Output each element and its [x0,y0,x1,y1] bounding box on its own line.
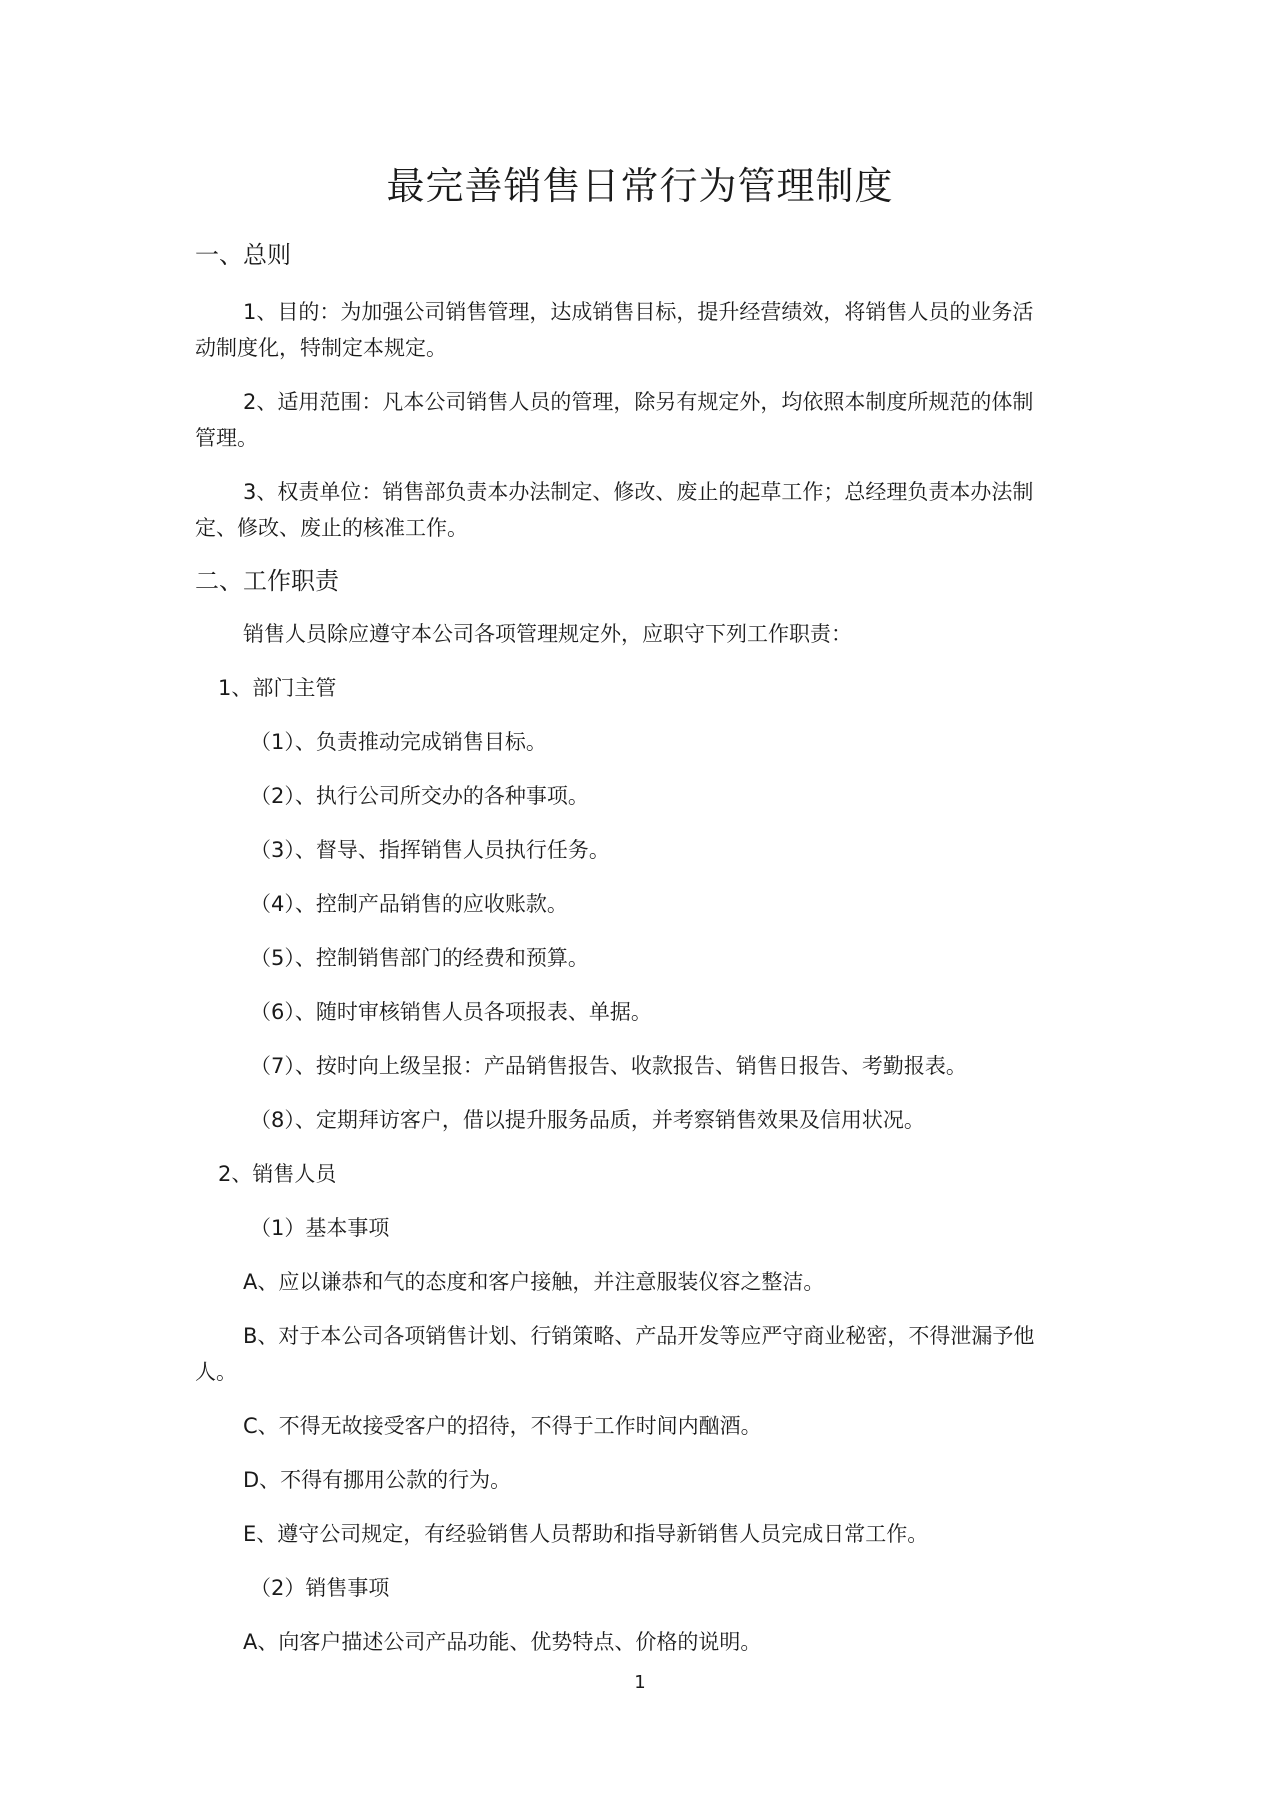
list-item: A、应以谦恭和气的态度和客户接触，并注意服装仪容之整洁。 [243,1270,825,1294]
page-number: 1 [634,1672,646,1693]
list-item: （7）、按时向上级呈报：产品销售报告、收款报告、销售日报告、考勤报表。 [250,1054,967,1078]
document-title: 最完善销售日常行为管理制度 [386,164,894,208]
list-item: C、不得无故接受客户的招待，不得于工作时间内酗酒。 [243,1414,762,1438]
paragraph-line: 定、修改、废止的核准工作。 [195,516,468,540]
paragraph-line: 动制度化，特制定本规定。 [195,336,447,360]
section-heading: 一、总则 [195,241,291,269]
list-item: E、遵守公司规定，有经验销售人员帮助和指导新销售人员完成日常工作。 [243,1522,929,1546]
list-item: （4）、控制产品销售的应收账款。 [250,892,568,916]
list-item: A、向客户描述公司产品功能、优势特点、价格的说明。 [243,1630,762,1654]
list-item: （2）、执行公司所交办的各种事项。 [250,784,589,808]
subsection-heading: 1、部门主管 [218,676,337,700]
section-heading: 二、工作职责 [195,567,339,595]
paragraph-line: 管理。 [195,426,258,450]
paragraph-line: 3、权责单位：销售部负责本办法制定、修改、废止的起草工作；总经理负责本办法制 [243,480,1034,504]
list-heading: （2）销售事项 [250,1576,390,1600]
list-heading: （1）基本事项 [250,1216,390,1240]
list-item: （5）、控制销售部门的经费和预算。 [250,946,589,970]
list-item: D、不得有挪用公款的行为。 [243,1468,512,1492]
list-item-continuation: 人。 [195,1360,237,1384]
list-item: B、对于本公司各项销售计划、行销策略、产品开发等应严守商业秘密，不得泄漏予他 [243,1324,1035,1348]
paragraph-line: 2、适用范围：凡本公司销售人员的管理，除另有规定外，均依照本制度所规范的体制 [243,390,1034,414]
list-item: （1）、负责推动完成销售目标。 [250,730,547,754]
list-item: （6）、随时审核销售人员各项报表、单据。 [250,1000,652,1024]
paragraph-line: 销售人员除应遵守本公司各项管理规定外，应职守下列工作职责： [243,622,852,646]
subsection-heading: 2、销售人员 [218,1162,337,1186]
list-item: （3）、督导、指挥销售人员执行任务。 [250,838,610,862]
list-item: （8）、定期拜访客户，借以提升服务品质，并考察销售效果及信用状况。 [250,1108,925,1132]
paragraph-line: 1、目的：为加强公司销售管理，达成销售目标，提升经营绩效，将销售人员的业务活 [243,300,1034,324]
